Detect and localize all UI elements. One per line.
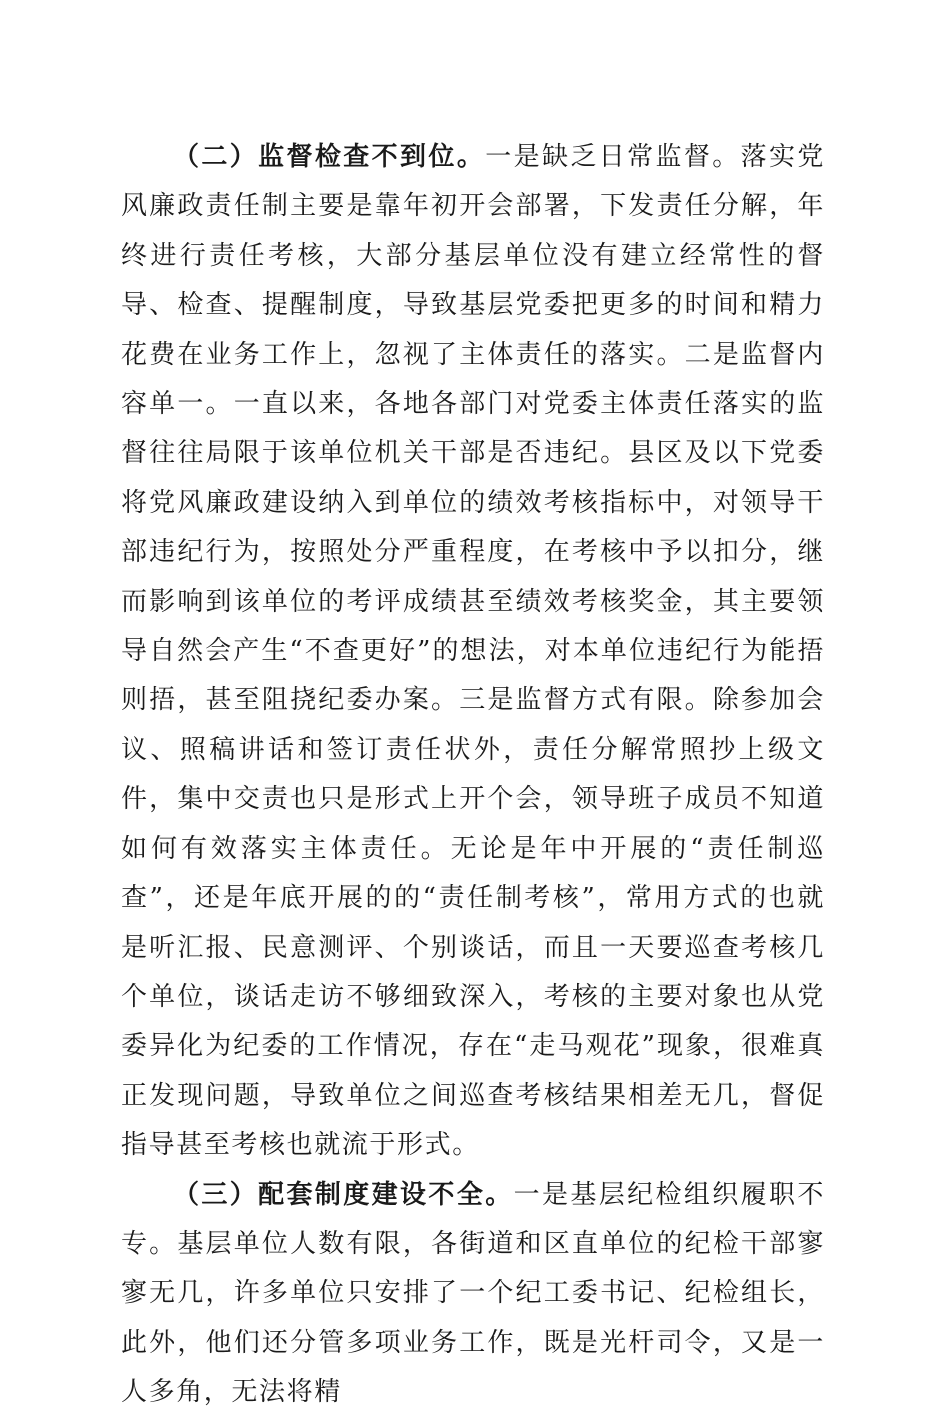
section-heading-3: （三）配套制度建设不全。 xyxy=(173,1179,514,1210)
paragraph-text: 一是基层纪检组织履职不专。基层单位人数有限，各街道和区直单位的纪检干部寥寥无几，许多单位只安排了一个纪工委书记、纪检组长，此外，他们还分管多项业务工作，既是光杆司令，又是一人多角，无法将精 xyxy=(121,1179,825,1408)
section-heading-2: （二）监督检查不到位。 xyxy=(173,142,486,172)
paragraph-supervision xyxy=(121,133,825,1171)
paragraph-text: 一是缺乏日常监督。落实党风廉政责任制主要是靠年初开会部署，下发责任分解，年终进行责任考核，大部分基层单位没有建立经常性的督导、检查、提醒制度，导致基层党委把更多的时间和精力花费在业务工作上，忽视了主体责任的落实。二是监督内容单一。一直以来，各地各部门对党委主体责任落实的监督往往局限于该单位机关干部是否违纪。县区及以下党委将党风廉政建设纳入到单位的绩效考核指标中，对领导干部违纪行为，按照处分严重程度，在考核中予以扣分，继而影响到该单位的考评成绩甚至绩效考核奖金，其主要领导自然会产生“不查更好”的想法，对本单位违纪行为能捂则捂，甚至阻挠纪委办案。三是监督方式有限。除参加会议、照稿讲话和签订责任状外，责任分解常照抄上级文件，集中交责也只是形式上开个会，领导班子成员不知道如何有效落实主体责任。无论是年中开展的“责任制巡查”，还是年底开展的的“责任制考核”，常用方式的也就是听汇报、民意测评、个别谈话，而且一天要巡查考核几个单位，谈话走访不够细致深入，考核的主要对象也从党委异化为纪委的工作情况，存在“走马观花”现象，很难真正发现问题，导致单位之间巡查考核结果相差无几，督促指导甚至考核也就流于形式。 xyxy=(121,142,825,1161)
document-body xyxy=(121,133,825,1418)
paragraph-institutions xyxy=(121,1171,825,1418)
